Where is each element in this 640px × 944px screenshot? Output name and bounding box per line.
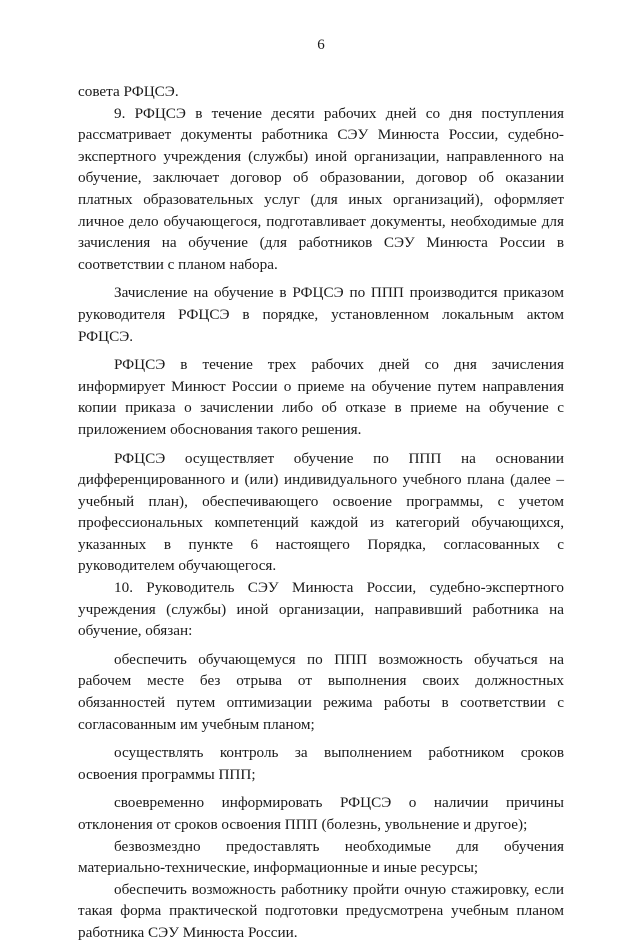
paragraph-notification: РФЦСЭ в течение трех рабочих дней со дня зачисления информирует Минюст России о приеме на обучение путем направления копии приказа о зачислении либо об отказе в приеме на обучение с приложением обоснования такого решения.	[78, 356, 564, 438]
paragraph-duty-workplace: обеспечить обучающемуся по ППП возможность обучаться на рабочем месте без отрыва от выполнения своих должностных обязанностей путем оптимизации режима работы в соответствии с согласованным им учебным планом;	[78, 650, 564, 733]
paragraph-training-plan: РФЦСЭ осуществляет обучение по ППП на основании дифференцированного и (или) индивидуального учебного плана (далее – учебный план), обеспечивающего освоение программы, с учетом профессиональных компетенций каждой из категорий обучающихся, указанных в пункте 6 настоящего Порядка, согласованных с руководителем обучающегося.	[78, 449, 564, 575]
paragraph-item-9: 9. РФЦСЭ в течение десяти рабочих дней со дня поступления рассматривает документы работника СЭУ Минюста России, судебно-экспертного учреждения (службы) иной организации, направленного на обучение, заключает договор об образовании, договор об оказании платных образовательных услуг (для иных организаций), оформляет личное дело обучающегося, подготавливает документы, необходимые для зачисления на обучение (для работников СЭУ Минюста России в соответствии с планом набора.	[78, 104, 564, 273]
paragraph-duty-inform: своевременно информировать РФЦСЭ о наличии причины отклонения от сроков освоения ППП (болезнь, увольнение и другое);	[78, 794, 564, 833]
paragraph-item-10: 10. Руководитель СЭУ Минюста России, судебно-экспертного учреждения (службы) иной организации, направивший работника на обучение, обязан:	[78, 579, 564, 640]
paragraph-continuation: совета РФЦСЭ.	[78, 83, 179, 100]
paragraph-duty-internship: обеспечить возможность работнику пройти очную стажировку, если такая форма практической подготовки предусмотрена учебным планом работника СЭУ Минюста России.	[78, 880, 564, 941]
paragraph-duty-control: осуществлять контроль за выполнением работником сроков освоения программы ППП;	[78, 744, 564, 783]
paragraph-duty-resources: безвозмездно предоставлять необходимые для обучения материально-технические, информационные и иные ресурсы;	[78, 837, 564, 877]
page-number: 6	[317, 37, 325, 53]
paragraph-enrollment-order: Зачисление на обучение в РФЦСЭ по ППП производится приказом руководителя РФЦСЭ в порядке, установленном локальным актом РФЦСЭ.	[78, 284, 564, 345]
